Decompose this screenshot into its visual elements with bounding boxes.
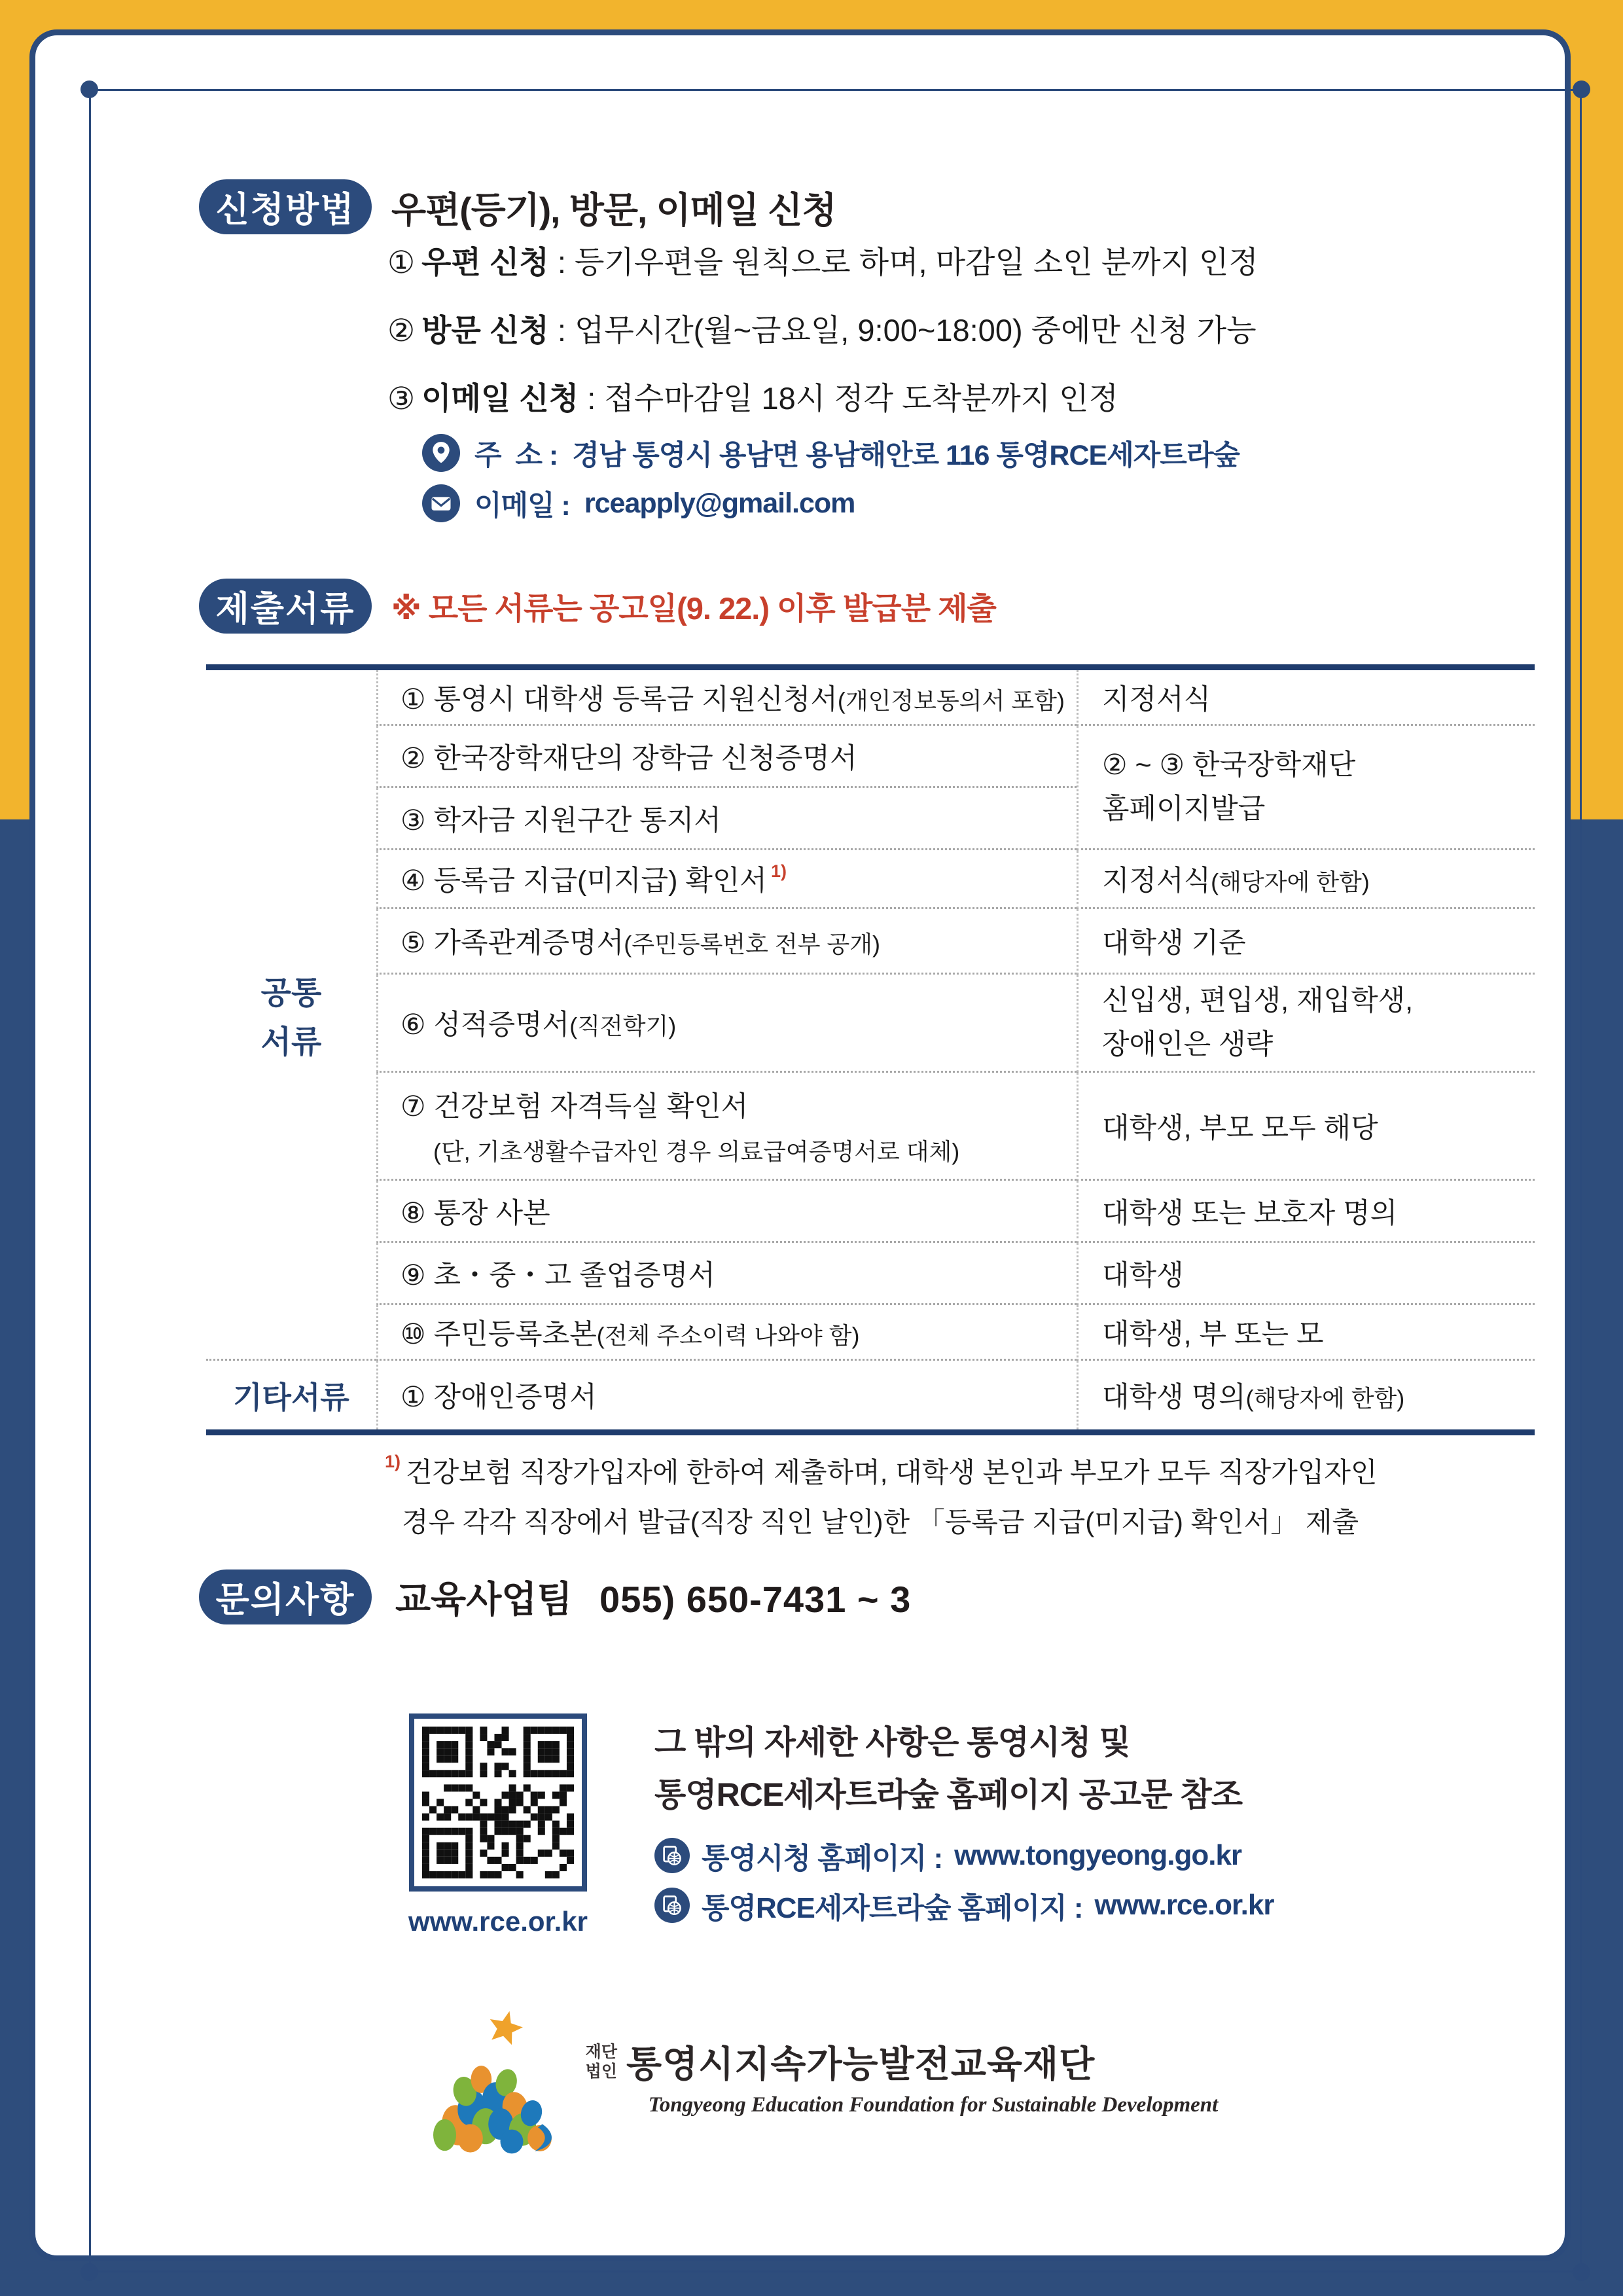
table-row: ④ 등록금 지급(미지급) 확인서 $^{1)}$ (376, 850, 1077, 909)
table-row: ③ 학자금 지원구간 통지서 (376, 788, 1077, 850)
documents-header (199, 579, 996, 634)
address-value: 경남 통영시 용남면 용남해안로 116 통영RCE세자트라숲 (572, 439, 1240, 471)
contact-info (395, 1571, 911, 1623)
location-pin-icon (422, 434, 460, 472)
item-label: 우편 신청 (421, 245, 549, 279)
table-cell-note: 대학생 명의(해당자에 한함) (1077, 1361, 1535, 1429)
website-label: 통영시청 홈페이지 : (702, 1842, 943, 1874)
apply-method-badge: 신청방법 (199, 179, 372, 234)
item-desc: : 업무시간(월~금요일, 9:00~18:00) 중에만 신청 가능 (557, 313, 1257, 348)
list-item (387, 240, 1258, 285)
qr-code[interactable] (409, 1713, 587, 1892)
website-label: 통영RCE세자트라숲 홈페이지 : (702, 1892, 1083, 1924)
table-cell-note: 대학생 기준 (1077, 909, 1535, 975)
table-row: ② 한국장학재단의 장학금 신청증명서 (376, 726, 1077, 788)
etc-docs-label: 기타서류 (233, 1380, 349, 1414)
common-docs-label: 공통 서류 (206, 670, 376, 1361)
foundation-logo (405, 1998, 1219, 2155)
apply-method-list (387, 240, 1258, 444)
email-icon (422, 484, 460, 522)
more-info-block (654, 1716, 1274, 1936)
qr-caption[interactable]: www.rce.or.kr (408, 1906, 588, 1937)
table-cell-note: 지정서식 (1077, 670, 1535, 726)
list-item (387, 308, 1258, 353)
contact-team: 교육사업팀 (395, 1579, 573, 1620)
address-block (422, 434, 1240, 535)
documents-notice: ※ 모든 서류는 공고일(9. 22.) 이후 발급분 제출 (391, 590, 996, 626)
website-row (654, 1837, 1274, 1874)
apply-method-title: 우편(등기), 방문, 이메일 신청 (391, 189, 836, 230)
item-number: ① (387, 245, 416, 279)
table-row: ⑥ 성적증명서(직전학기) (376, 975, 1077, 1073)
contact-phone: 055) 650-7431 ~ 3 (599, 1579, 912, 1620)
list-item (387, 376, 1258, 422)
table-row: ⑧ 통장 사본 (376, 1181, 1077, 1243)
table-row: ⑦ 건강보험 자격득실 확인서 (단, 기초생활수급자인 경우 의료급여증명서로 대체) (376, 1073, 1077, 1181)
contact-header (199, 1570, 911, 1624)
org-prefix: 재단 법인 (585, 2042, 617, 2081)
table-cell-note: 대학생, 부 또는 모 (1077, 1305, 1535, 1361)
table-row: ① 장애인증명서 (376, 1361, 1077, 1429)
contact-badge: 문의사항 (199, 1570, 372, 1624)
table-cell-note: 대학생 또는 보호자 명의 (1077, 1181, 1535, 1243)
documents-badge: 제출서류 (199, 579, 372, 634)
website-icon (654, 1888, 690, 1923)
item-desc: : 접수마감일 18시 정각 도착분까지 인정 (587, 381, 1118, 416)
org-name: 통영시지속가능발전교육재단 (626, 2043, 1096, 2085)
org-name-english: Tongyeong Education Foundation for Sustainable Development (648, 2092, 1219, 2117)
website-row (654, 1886, 1274, 1924)
table-cell-note: 지정서식(해당자에 한함) (1077, 850, 1535, 909)
website-icon (654, 1838, 690, 1873)
email-label: 이메일 : (474, 490, 570, 522)
logo-tree-art (405, 1998, 569, 2155)
footnote-marker: 1) (385, 1452, 401, 1471)
table-footnote: $^{1)}$ 건강보험 직장가입자에 한하여 제출하며, 대학생 본인과 부모가 모두 직장가입자인 경우 각각 직장에서 발급(직장 직인 날인)한 「등록금 지급(미지급) 확인서」 제출 (385, 1452, 1378, 1537)
website-url[interactable]: www.tongyeong.go.kr (954, 1839, 1242, 1871)
table-row: ① 통영시 대학생 등록금 지원신청서(개인정보동의서 포함) (376, 670, 1077, 726)
frame-corner-dot (1573, 81, 1590, 98)
item-label: 이메일 신청 (421, 381, 579, 416)
table-cell-note: 신입생, 편입생, 재입학생, 장애인은 생략 (1077, 975, 1535, 1073)
address-label: 주 소 : (474, 439, 558, 471)
documents-table (206, 664, 1535, 1435)
website-url[interactable]: www.rce.or.kr (1094, 1889, 1274, 1921)
footnote-ref: 1) (770, 861, 787, 881)
item-desc: : 등기우편을 원칙으로 하며, 마감일 소인 분까지 인정 (557, 245, 1258, 279)
website-links (654, 1837, 1274, 1924)
address-row (422, 434, 1240, 472)
logo-text (586, 2036, 1219, 2117)
item-number: ② (387, 313, 416, 348)
email-value[interactable]: rceapply@gmail.com (584, 487, 855, 519)
item-label: 방문 신청 (421, 313, 549, 348)
frame-corner-dot (1573, 2263, 1590, 2281)
frame-corner-dot (80, 81, 98, 98)
item-number: ③ (387, 381, 416, 416)
table-cell-note: 대학생 (1077, 1243, 1535, 1305)
email-row (422, 484, 1240, 522)
frame-corner-dot (80, 2263, 98, 2281)
table-cell-note-span: ② ~ ③ 한국장학재단 홈페이지발급 (1077, 726, 1535, 850)
qr-code-pattern (422, 1727, 574, 1878)
table-row: ⑩ 주민등록초본(전체 주소이력 나와야 함) (376, 1305, 1077, 1361)
info-line: 통영RCE세자트라숲 홈페이지 공고문 참조 (654, 1776, 1243, 1813)
apply-method-header (199, 179, 836, 234)
table-cell-note: 대학생, 부모 모두 해당 (1077, 1073, 1535, 1181)
table-row: ⑤ 가족관계증명서(주민등록번호 전부 공개) (376, 909, 1077, 975)
table-row: ⑨ 초・중・고 졸업증명서 (376, 1243, 1077, 1305)
info-line: 그 밖의 자세한 사항은 통영시청 및 (654, 1724, 1130, 1761)
